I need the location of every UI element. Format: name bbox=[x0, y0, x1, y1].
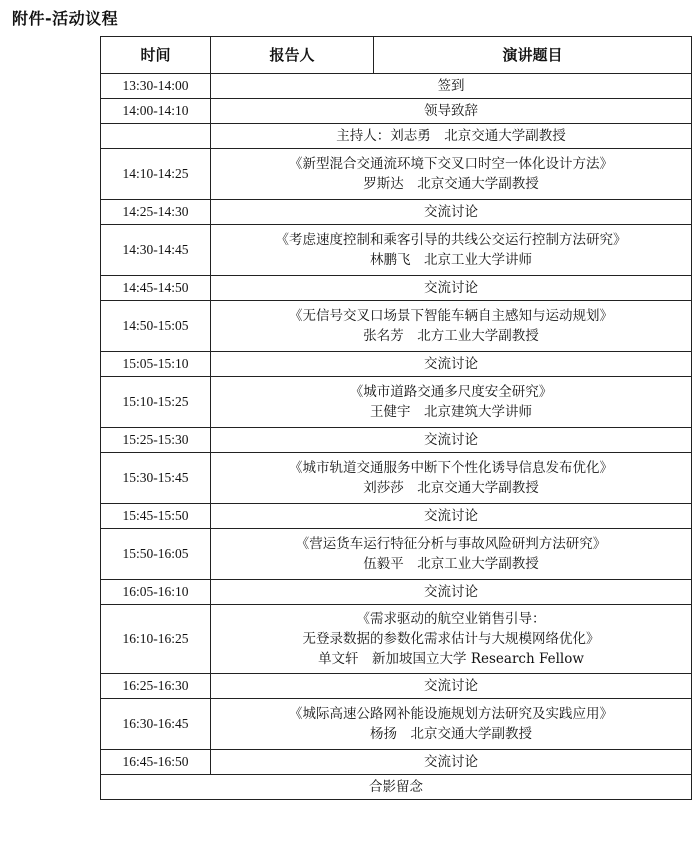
agenda-item-cell: 签到 bbox=[211, 74, 692, 99]
table-row bbox=[101, 124, 692, 149]
time-cell: 16:25-16:30 bbox=[101, 674, 211, 699]
agenda-item-cell: 领导致辞 bbox=[211, 99, 692, 124]
talk-speaker: 王健宇 北京建筑大学讲师 bbox=[370, 404, 532, 420]
talk-cell bbox=[211, 149, 692, 200]
talk-speaker: 杨扬 北京交通大学副教授 bbox=[370, 726, 532, 742]
time-cell: 15:10-15:25 bbox=[101, 377, 211, 428]
header-topic: 演讲题目 bbox=[374, 37, 692, 74]
talk-title: 《城市道路交通多尺度安全研究》 bbox=[349, 384, 553, 400]
talk-cell bbox=[211, 453, 692, 504]
time-cell: 15:45-15:50 bbox=[101, 504, 211, 529]
time-cell: 15:05-15:10 bbox=[101, 352, 211, 377]
table-row bbox=[101, 149, 692, 200]
host-cell: 主持人：刘志勇 北京交通大学副教授 bbox=[211, 124, 692, 149]
table-row bbox=[101, 750, 692, 775]
time-cell: 14:45-14:50 bbox=[101, 276, 211, 301]
talk-cell bbox=[211, 605, 692, 674]
time-cell: 15:25-15:30 bbox=[101, 428, 211, 453]
time-cell: 16:45-16:50 bbox=[101, 750, 211, 775]
talk-cell bbox=[211, 301, 692, 352]
table-row bbox=[101, 377, 692, 428]
talk-title-line-2: 无登录数据的参数化需求估计与大规模网络优化》 bbox=[302, 631, 600, 647]
talk-title: 《需求驱动的航空业销售引导： bbox=[356, 611, 546, 627]
table-row bbox=[101, 504, 692, 529]
agenda-item-cell: 交流讨论 bbox=[211, 580, 692, 605]
time-cell: 13:30-14:00 bbox=[101, 74, 211, 99]
talk-title: 《城市轨道交通服务中断下个性化诱导信息发布优化》 bbox=[289, 460, 613, 476]
header-speaker: 报告人 bbox=[211, 37, 374, 74]
time-cell: 15:50-16:05 bbox=[101, 529, 211, 580]
agenda-item-cell: 交流讨论 bbox=[211, 504, 692, 529]
table-row bbox=[101, 453, 692, 504]
talk-cell bbox=[211, 377, 692, 428]
table-row bbox=[101, 428, 692, 453]
talk-speaker: 刘莎莎 北京交通大学副教授 bbox=[363, 480, 539, 496]
table-row bbox=[101, 301, 692, 352]
header-time: 时间 bbox=[101, 37, 211, 74]
table-row bbox=[101, 529, 692, 580]
agenda-item-cell: 交流讨论 bbox=[211, 750, 692, 775]
document-title: 附件-活动议程 bbox=[12, 9, 119, 28]
table-row bbox=[101, 674, 692, 699]
talk-title: 《考虑速度控制和乘客引导的共线公交运行控制方法研究》 bbox=[275, 232, 627, 248]
time-cell: 14:00-14:10 bbox=[101, 99, 211, 124]
table-row bbox=[101, 276, 692, 301]
talk-title: 《城际高速公路网补能设施规划方法研究及实践应用》 bbox=[289, 706, 613, 722]
table-row bbox=[101, 200, 692, 225]
time-cell: 16:05-16:10 bbox=[101, 580, 211, 605]
talk-title: 《新型混合交通流环境下交叉口时空一体化设计方法》 bbox=[289, 156, 613, 172]
talk-cell bbox=[211, 529, 692, 580]
table-row bbox=[101, 74, 692, 99]
time-cell: 16:30-16:45 bbox=[101, 699, 211, 750]
talk-speaker: 林鹏飞 北京工业大学讲师 bbox=[370, 252, 532, 268]
agenda-item-cell: 交流讨论 bbox=[211, 428, 692, 453]
table-row bbox=[101, 352, 692, 377]
talk-title: 《营运货车运行特征分析与事故风险研判方法研究》 bbox=[295, 536, 607, 552]
talk-speaker: 伍毅平 北京工业大学副教授 bbox=[363, 556, 539, 572]
talk-speaker: 单文轩 新加坡国立大学 Research Fellow bbox=[318, 651, 584, 667]
agenda-item-cell: 交流讨论 bbox=[211, 276, 692, 301]
talk-speaker: 张名芳 北方工业大学副教授 bbox=[363, 328, 539, 344]
agenda-item-cell: 交流讨论 bbox=[211, 200, 692, 225]
time-cell: 14:25-14:30 bbox=[101, 200, 211, 225]
table-row bbox=[101, 699, 692, 750]
table-row bbox=[101, 580, 692, 605]
table-row bbox=[101, 225, 692, 276]
header-row bbox=[101, 37, 692, 74]
talk-title: 《无信号交叉口场景下智能车辆自主感知与运动规划》 bbox=[289, 308, 613, 324]
table-row bbox=[101, 775, 692, 800]
time-cell: 16:10-16:25 bbox=[101, 605, 211, 674]
closing-cell: 合影留念 bbox=[101, 775, 692, 800]
agenda-table bbox=[100, 36, 692, 800]
table-row bbox=[101, 99, 692, 124]
talk-cell bbox=[211, 225, 692, 276]
time-cell: 15:30-15:45 bbox=[101, 453, 211, 504]
time-cell: 14:50-15:05 bbox=[101, 301, 211, 352]
agenda-item-cell: 交流讨论 bbox=[211, 674, 692, 699]
talk-speaker: 罗斯达 北京交通大学副教授 bbox=[363, 176, 539, 192]
time-cell: 14:30-14:45 bbox=[101, 225, 211, 276]
agenda-item-cell: 交流讨论 bbox=[211, 352, 692, 377]
time-cell bbox=[101, 124, 211, 149]
time-cell: 14:10-14:25 bbox=[101, 149, 211, 200]
table-row bbox=[101, 605, 692, 674]
talk-cell bbox=[211, 699, 692, 750]
